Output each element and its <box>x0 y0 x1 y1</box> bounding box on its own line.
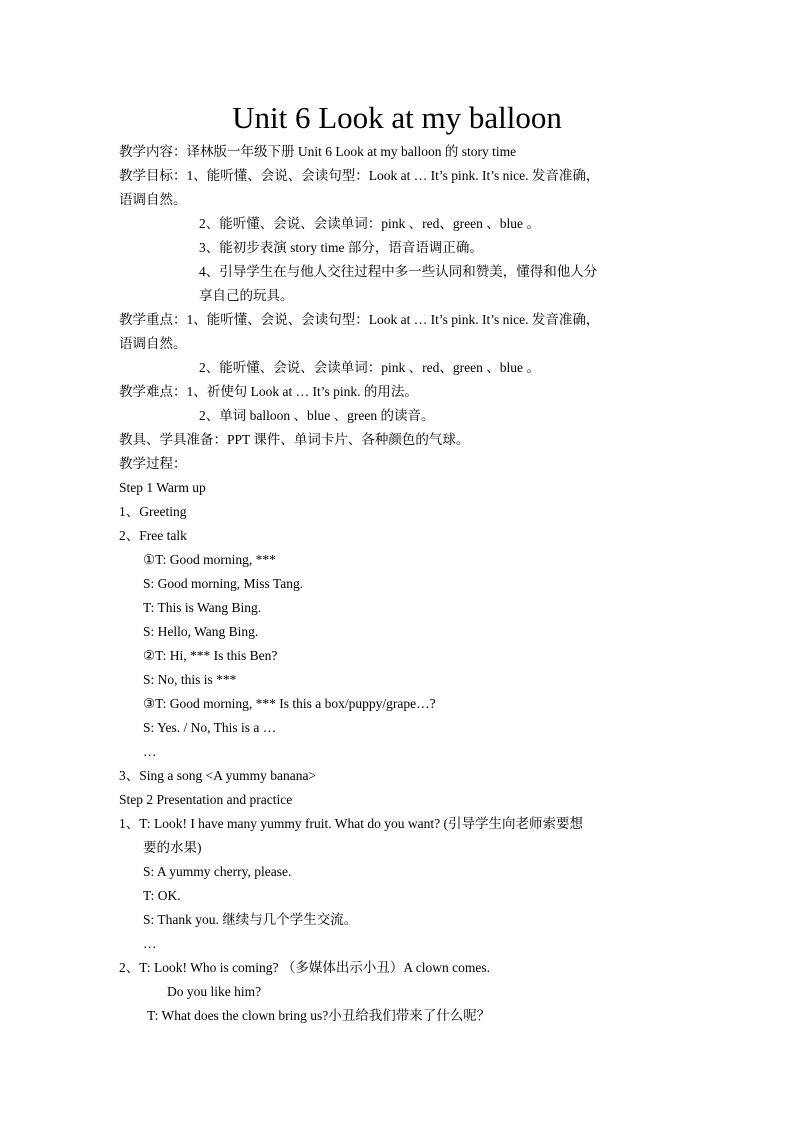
text-line: 1、T: Look! I have many yummy fruit. What do you want? (引导学生向老师索要想 <box>119 816 584 831</box>
text-line: Step 1 Warm up <box>119 480 206 495</box>
text-line: 教具、学具准备：PPT 课件、单词卡片、各种颜色的气球。 <box>119 432 470 447</box>
text-line: S: Thank you. 继续与几个学生交流。 <box>143 912 358 927</box>
text-line: 享自己的玩具。 <box>199 288 294 303</box>
text-line: 语调自然。 <box>119 336 187 351</box>
text-line: 2、能听懂、会说、会读单词：pink 、red、green 、blue 。 <box>199 216 540 231</box>
text-line: 教学目标：1、能听懂、会说、会读句型：Look at … It’s pink. It’s nice. 发音准确， <box>119 168 600 183</box>
text-line: 2、Free talk <box>119 528 187 543</box>
text-line: … <box>143 936 157 951</box>
text-line: ①T: Good morning, *** <box>143 552 276 567</box>
document-title: Unit 6 Look at my balloon <box>232 100 562 135</box>
text-line: S: Good morning, Miss Tang. <box>143 576 304 591</box>
text-line: 语调自然。 <box>119 192 187 207</box>
text-line: T: OK. <box>143 888 181 903</box>
text-line: S: A yummy cherry, please. <box>143 864 292 879</box>
text-line: 3、Sing a song <A yummy banana> <box>119 768 317 783</box>
text-line: 教学重点：1、能听懂、会说、会读句型：Look at … It’s pink. It’s nice. 发音准确， <box>119 312 600 327</box>
text-line: 1、Greeting <box>119 504 187 519</box>
text-line: Do you like him? <box>167 984 262 999</box>
text-line: 教学过程： <box>119 456 187 471</box>
text-line: … <box>143 744 157 759</box>
text-line: ③T: Good morning, *** Is this a box/puppy/grape…? <box>143 696 436 711</box>
text-line: 3、能初步表演 story time 部分，语音语调正确。 <box>199 240 483 255</box>
text-line: S: Hello, Wang Bing. <box>143 624 259 639</box>
text-line: T: What does the clown bring us?小丑给我们带来了什么呢？ <box>147 1008 491 1023</box>
text-line: 2、能听懂、会说、会读单词：pink 、red、green 、blue 。 <box>199 360 540 375</box>
text-line: S: Yes. / No, This is a … <box>143 720 277 735</box>
text-line: 教学难点：1、祈使句 Look at … It’s pink. 的用法。 <box>119 384 418 399</box>
text-line: T: This is Wang Bing. <box>143 600 262 615</box>
text-line: 2、单词 balloon 、blue 、green 的读音。 <box>199 408 435 423</box>
text-line: S: No, this is *** <box>143 672 237 687</box>
text-line: 要的水果) <box>143 840 202 855</box>
text-line: ②T: Hi, *** Is this Ben? <box>143 648 278 663</box>
text-line: 2、T: Look! Who is coming? （多媒体出示小丑）A clown comes. <box>119 960 491 975</box>
text-line: 教学内容：译林版一年级下册 Unit 6 Look at my balloon 的 story time <box>119 144 517 159</box>
text-line: Step 2 Presentation and practice <box>119 792 293 807</box>
text-line: 4、引导学生在与他人交往过程中多一些认同和赞美，懂得和他人分 <box>199 264 598 279</box>
